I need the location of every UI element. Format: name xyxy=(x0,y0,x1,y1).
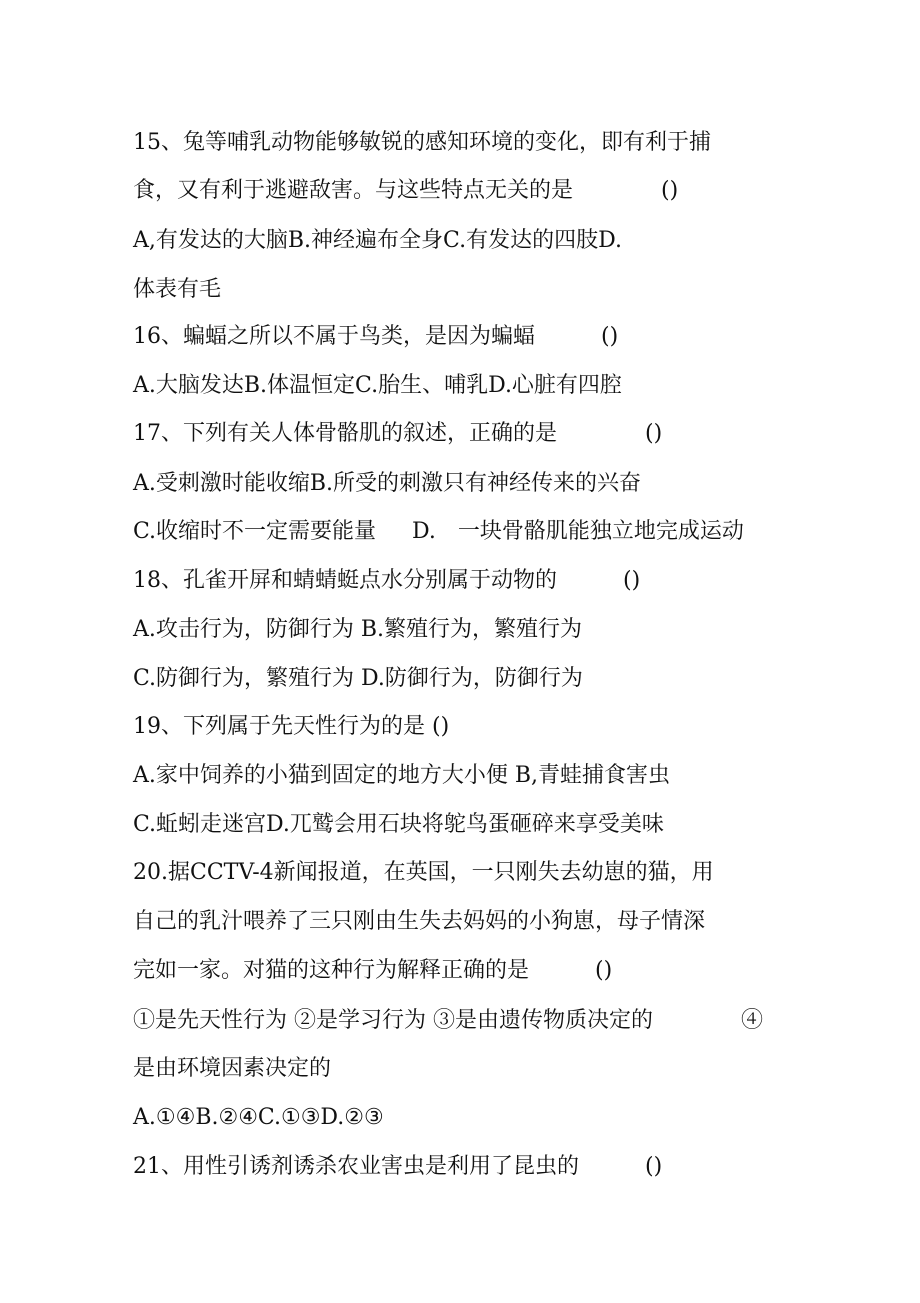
q18-options-line-1: A.攻击行为，防御行为 B.繁殖行为，繁殖行为 xyxy=(133,617,583,642)
q19-stem: 19、下列属于先天性行为的是 () xyxy=(133,714,450,739)
q21-stem: 21、用性引诱剂诱杀农业害虫是利用了昆虫的 () xyxy=(133,1154,663,1179)
q20-stem-line-2: 自己的乳汁喂养了三只刚由生失去妈妈的小狗崽，母子情深 xyxy=(133,909,706,934)
q15-options-line-2: 体表有毛 xyxy=(133,277,222,302)
q17-stem: 17、下列有关人体骨骼肌的叙述，正确的是 () xyxy=(133,421,663,446)
q18-options-line-2: C.防御行为，繁殖行为 D.防御行为，防御行为 xyxy=(133,666,583,691)
q15-stem-line-1: 15、兔等哺乳动物能够敏锐的感知环境的变化，即有利于捕 xyxy=(133,130,711,155)
q20-stem-line-3: 完如一家。对猫的这种行为解释正确的是 () xyxy=(133,958,613,983)
q16-stem: 16、蝙蝠之所以不属于鸟类，是因为蝙蝠 () xyxy=(133,324,619,349)
q16-options: A.大脑发达B.体温恒定C.胎生、哺乳D.心脏有四腔 xyxy=(133,373,622,398)
q19-options-line-2: C.蚯蚓走迷宫D.兀鹫会用石块将鸵鸟蛋砸碎来享受美味 xyxy=(133,812,664,837)
q17-options-line-2: C.收缩时不一定需要能量 D. 一块骨骼肌能独立地完成运动 xyxy=(133,519,744,544)
q20-statements-line-2: 是由环境因素决定的 xyxy=(133,1056,332,1081)
q15-stem-line-2: 食，又有利于逃避敌害。与这些特点无关的是 () xyxy=(133,178,679,203)
q18-stem: 18、孔雀开屏和蜻蜻蜓点水分别属于动物的 () xyxy=(133,568,641,593)
q15-options-line-1: A,有发达的大脑B.神经遍布全身C.有发达的四肢D. xyxy=(133,228,622,253)
q17-options-line-1: A.受刺激时能收缩B.所受的刺激只有神经传来的兴奋 xyxy=(133,471,642,496)
q19-options-line-1: A.家中饲养的小猫到固定的地方大小便 B,青蛙捕食害虫 xyxy=(133,763,671,788)
q20-stem-line-1: 20.据CCTV-4新闻报道，在英国，一只刚失去幼崽的猫，用 xyxy=(133,860,714,885)
q20-statements-line-1: ①是先天性行为 ②是学习行为 ③是由遗传物质决定的 ④ xyxy=(133,1008,763,1033)
q20-options: A.①④B.②④C.①③D.②③ xyxy=(133,1105,384,1130)
